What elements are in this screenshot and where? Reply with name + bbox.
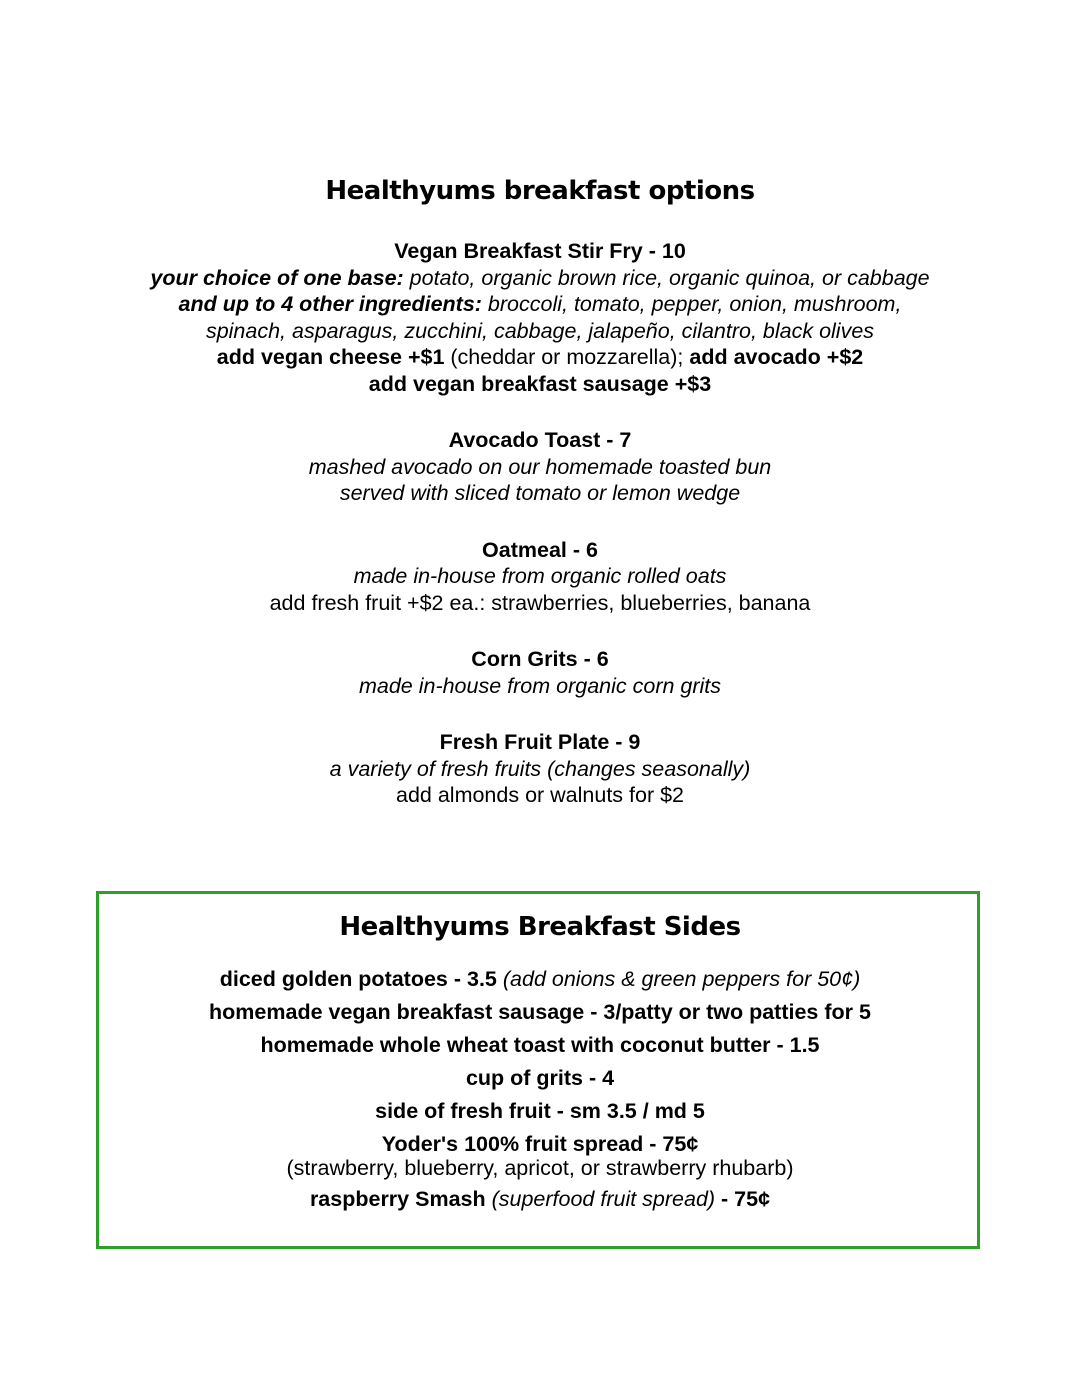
side-item-smash [0, 1183, 1080, 1216]
item-addon: add almonds or walnuts for $2 [395, 783, 685, 807]
side-note: (add onions & green peppers for 50¢) [496, 967, 861, 991]
addon-cheese-note: (cheddar or mozzarella); [444, 345, 690, 369]
item-desc: mashed avocado on our homemade toasted bun [308, 454, 772, 479]
item-desc: made in-house from organic rolled oats [353, 564, 727, 588]
spread-flavors: (strawberry, blueberry, apricot, or strawberry rhubarb) [286, 1156, 794, 1180]
side-price: - 75¢ [715, 1187, 771, 1211]
menu-item-stir-fry [0, 238, 1080, 397]
breakfast-options [0, 238, 1080, 839]
item-desc: served with sliced tomato or lemon wedge [339, 481, 741, 505]
item-name: Avocado Toast - 7 [448, 428, 632, 452]
base-label: your choice of one base: [150, 265, 404, 290]
item-name: Vegan Breakfast Stir Fry - 10 [394, 239, 686, 263]
side-item-toast: homemade whole wheat toast with coconut butter - 1.5 [260, 1033, 820, 1057]
item-desc: a variety of fresh fruits (changes seasonally) [329, 756, 751, 781]
base-text: potato, organic brown rice, organic quinoa, or cabbage [403, 265, 930, 290]
menu-item-corn-grits [0, 646, 1080, 699]
item-name: Corn Grits - 6 [471, 647, 609, 671]
menu-item-avocado-toast [0, 427, 1080, 507]
ingredients-label: and up to 4 other ingredients: [178, 292, 482, 316]
item-addon: add fresh fruit +$2 ea.: strawberries, blueberries, banana [269, 590, 811, 615]
side-item-fruit: side of fresh fruit - sm 3.5 / md 5 [375, 1099, 705, 1123]
menu-item-fruit-plate [0, 729, 1080, 809]
side-item-grits: cup of grits - 4 [465, 1066, 615, 1090]
side-item-sausage: homemade vegan breakfast sausage - 3/patty or two patties for 5 [209, 1000, 871, 1024]
sides-title: Healthyums Breakfast Sides [339, 912, 741, 942]
ingredients-text: broccoli, tomato, pepper, onion, mushroom, [481, 292, 902, 316]
item-name: Fresh Fruit Plate - 9 [439, 730, 641, 754]
item-name: Oatmeal - 6 [482, 537, 598, 562]
item-desc: made in-house from organic corn grits [358, 673, 722, 698]
menu-item-oatmeal [0, 537, 1080, 617]
side-text: raspberry Smash [309, 1187, 486, 1211]
side-text: diced golden potatoes - 3.5 [219, 967, 497, 991]
side-item-spread: Yoder's 100% fruit spread - 75¢ [381, 1132, 699, 1156]
item-addon-line [0, 344, 1080, 371]
addon-sausage: add vegan breakfast sausage +$3 [368, 371, 712, 396]
sides-list [0, 963, 1080, 1216]
addon-avocado: add avocado +$2 [689, 345, 864, 369]
addon-cheese: add vegan cheese +$1 [216, 345, 445, 369]
page-title: Healthyums breakfast options [325, 176, 755, 206]
side-note: (superfood fruit spread) [485, 1187, 716, 1211]
side-item-potatoes [0, 963, 1080, 996]
ingredients-text-2: spinach, asparagus, zucchini, cabbage, jalapeño, cilantro, black olives [205, 318, 875, 343]
item-desc-line [0, 291, 1080, 318]
item-desc-line [0, 265, 1080, 292]
